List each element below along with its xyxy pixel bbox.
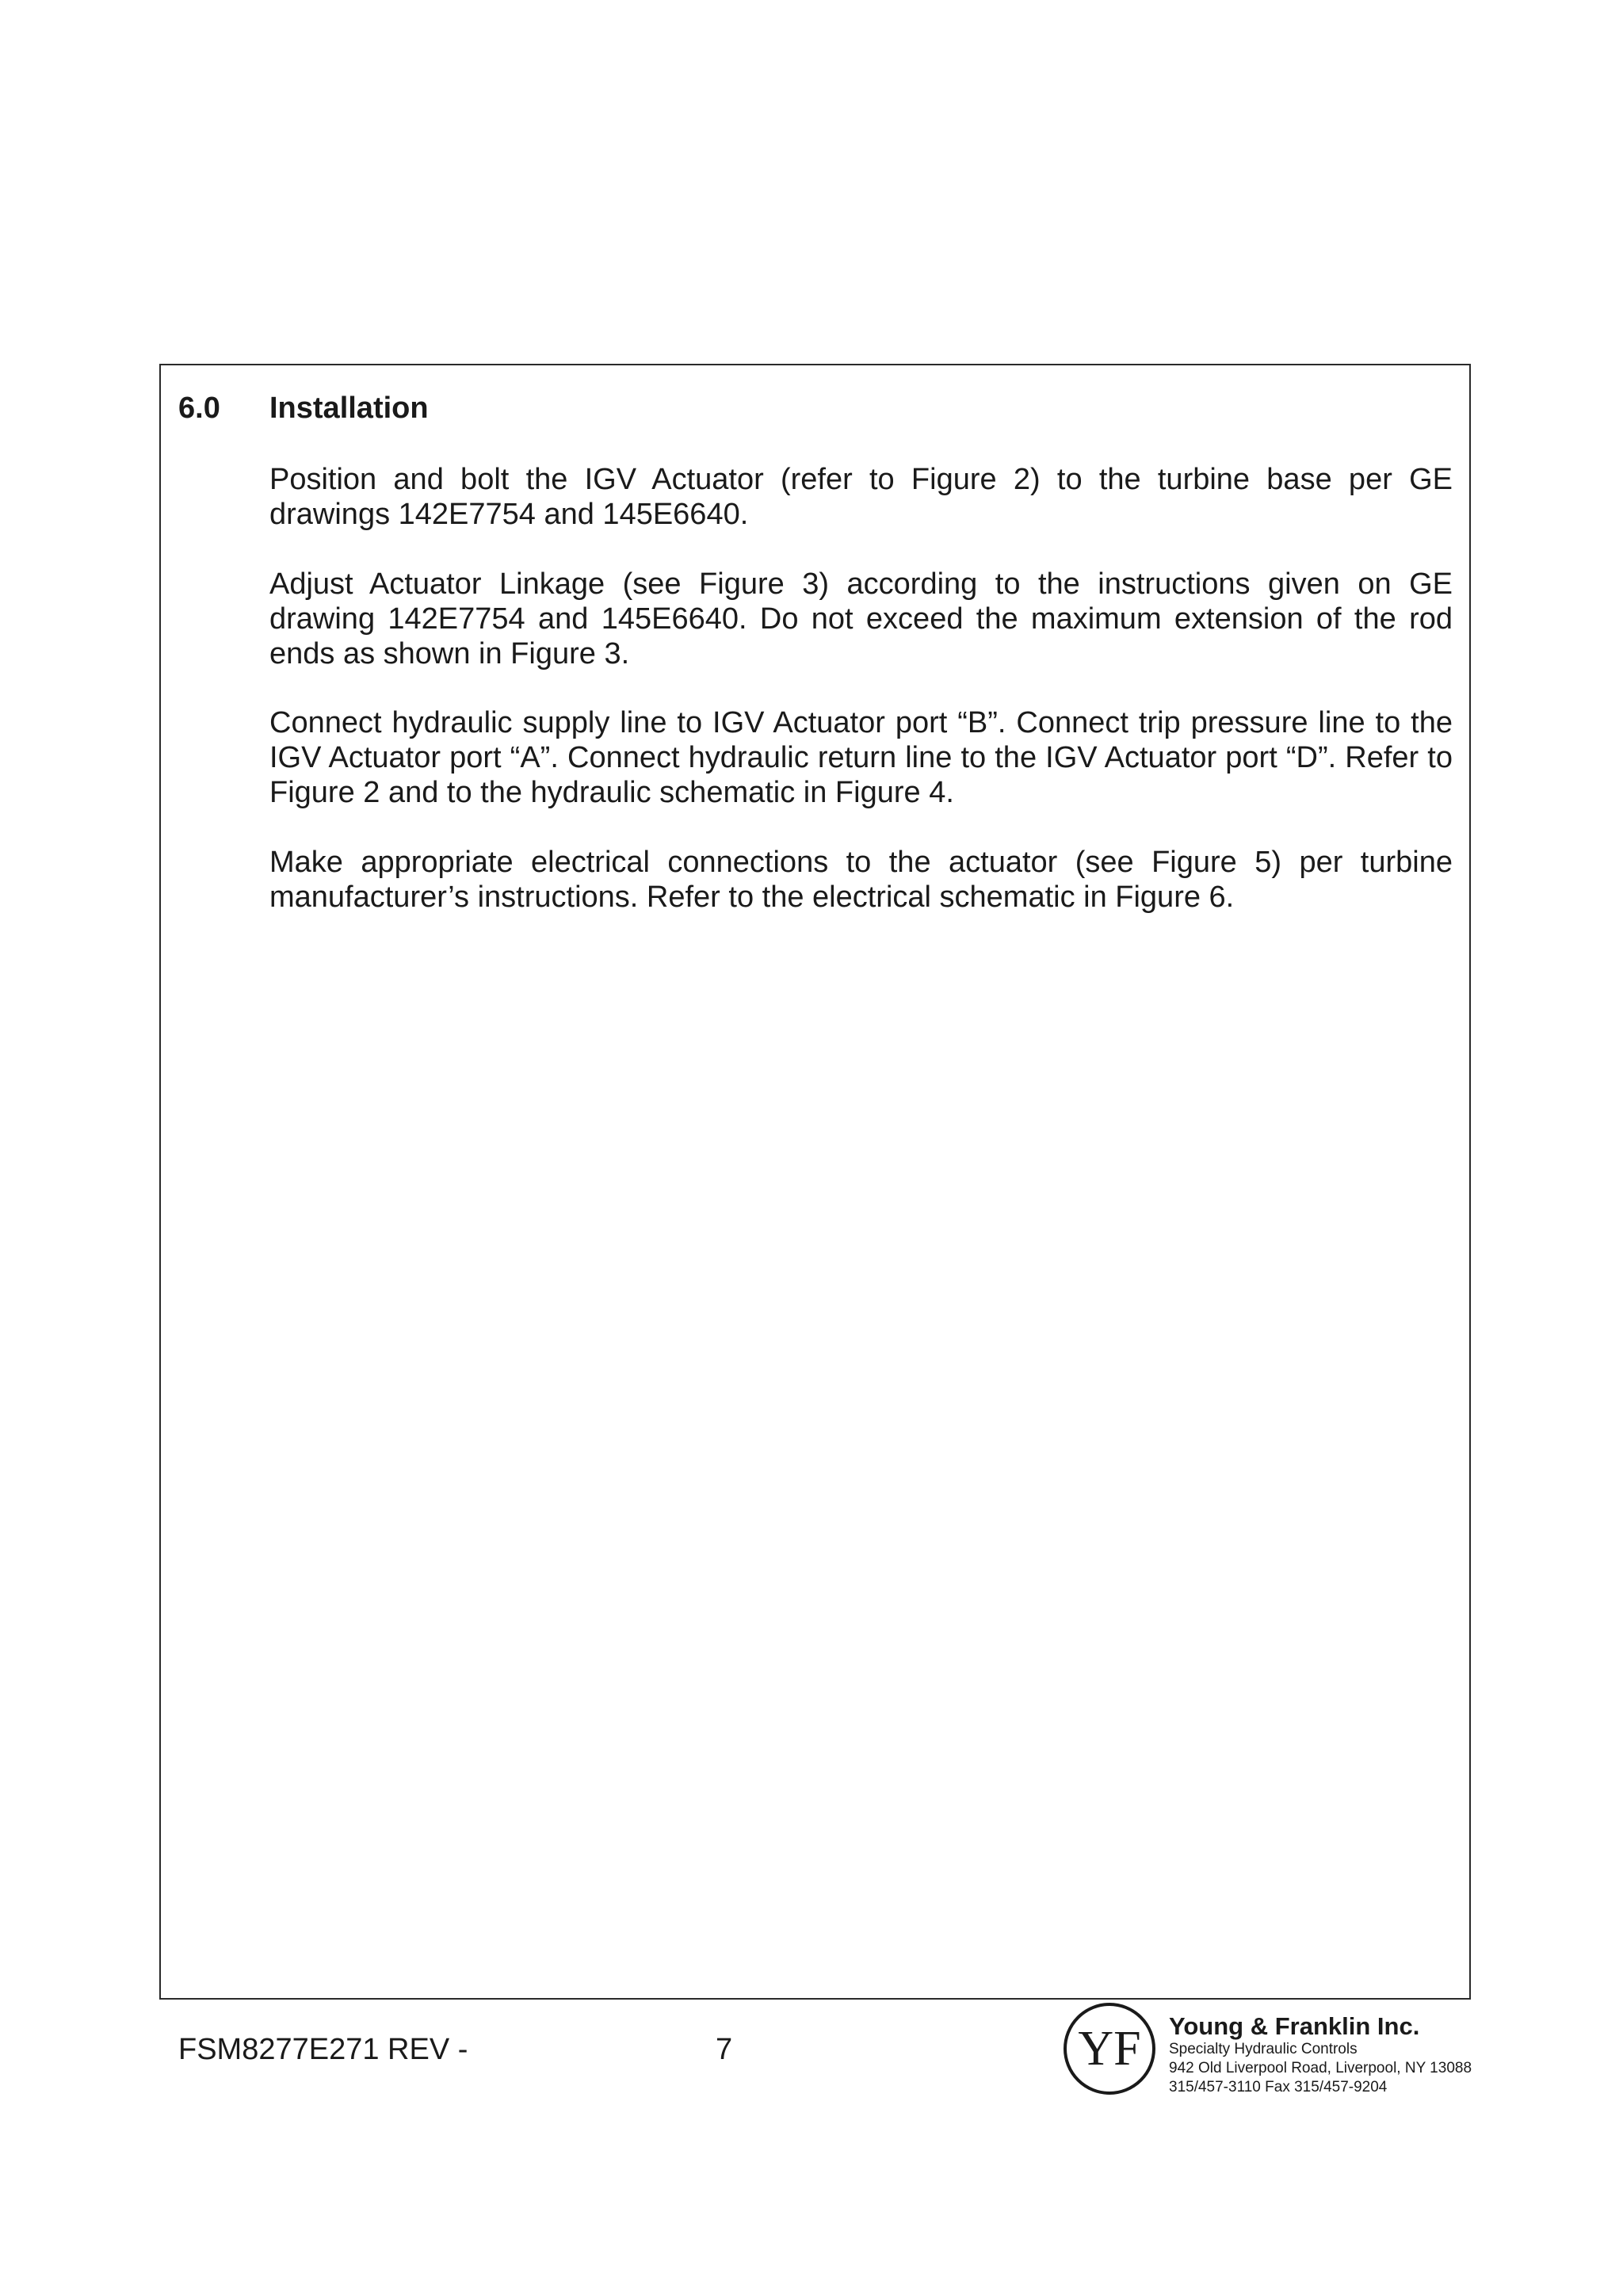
page-number: 7 [716, 2033, 733, 2066]
document-number: FSM8277E271 REV - [178, 2033, 468, 2066]
company-name: Young & Franklin Inc. [1169, 2012, 1420, 2040]
company-address: 942 Old Liverpool Road, Liverpool, NY 13088 [1169, 2060, 1472, 2076]
paragraph-adjust-linkage: Adjust Actuator Linkage (see Figure 3) according to the instructions given on GE drawing 142E7754 and 145E6640. Do not exceed the maximum extension of the rod ends as shown in Figure 3. [269, 567, 1453, 670]
company-tagline: Specialty Hydraulic Controls [1169, 2041, 1358, 2057]
section-number: 6.0 [178, 392, 220, 425]
section-title: Installation [269, 392, 429, 425]
logo-text: YF [1078, 2022, 1141, 2076]
company-logo [1062, 2001, 1157, 2096]
company-phone: 315/457-3110 Fax 315/457-9204 [1169, 2079, 1388, 2095]
paragraph-electrical-connections: Make appropriate electrical connections to the actuator (see Figure 5) per turbine manufacturer’s instructions. Refer to the electrical schematic in Figure 6. [269, 846, 1453, 914]
paragraph-position-bolt: Position and bolt the IGV Actuator (refer to Figure 2) to the turbine base per GE drawings 142E7754 and 145E6640. [269, 463, 1453, 531]
paragraph-hydraulic-connections: Connect hydraulic supply line to IGV Actuator port “B”. Connect trip pressure line to the IGV Actuator port “A”. Connect hydraulic return line to the IGV Actuator port “D”. Refer to Figure 2 and to the hydraulic schematic in Figure 4. [269, 706, 1453, 809]
company-block [1169, 2013, 1502, 2097]
